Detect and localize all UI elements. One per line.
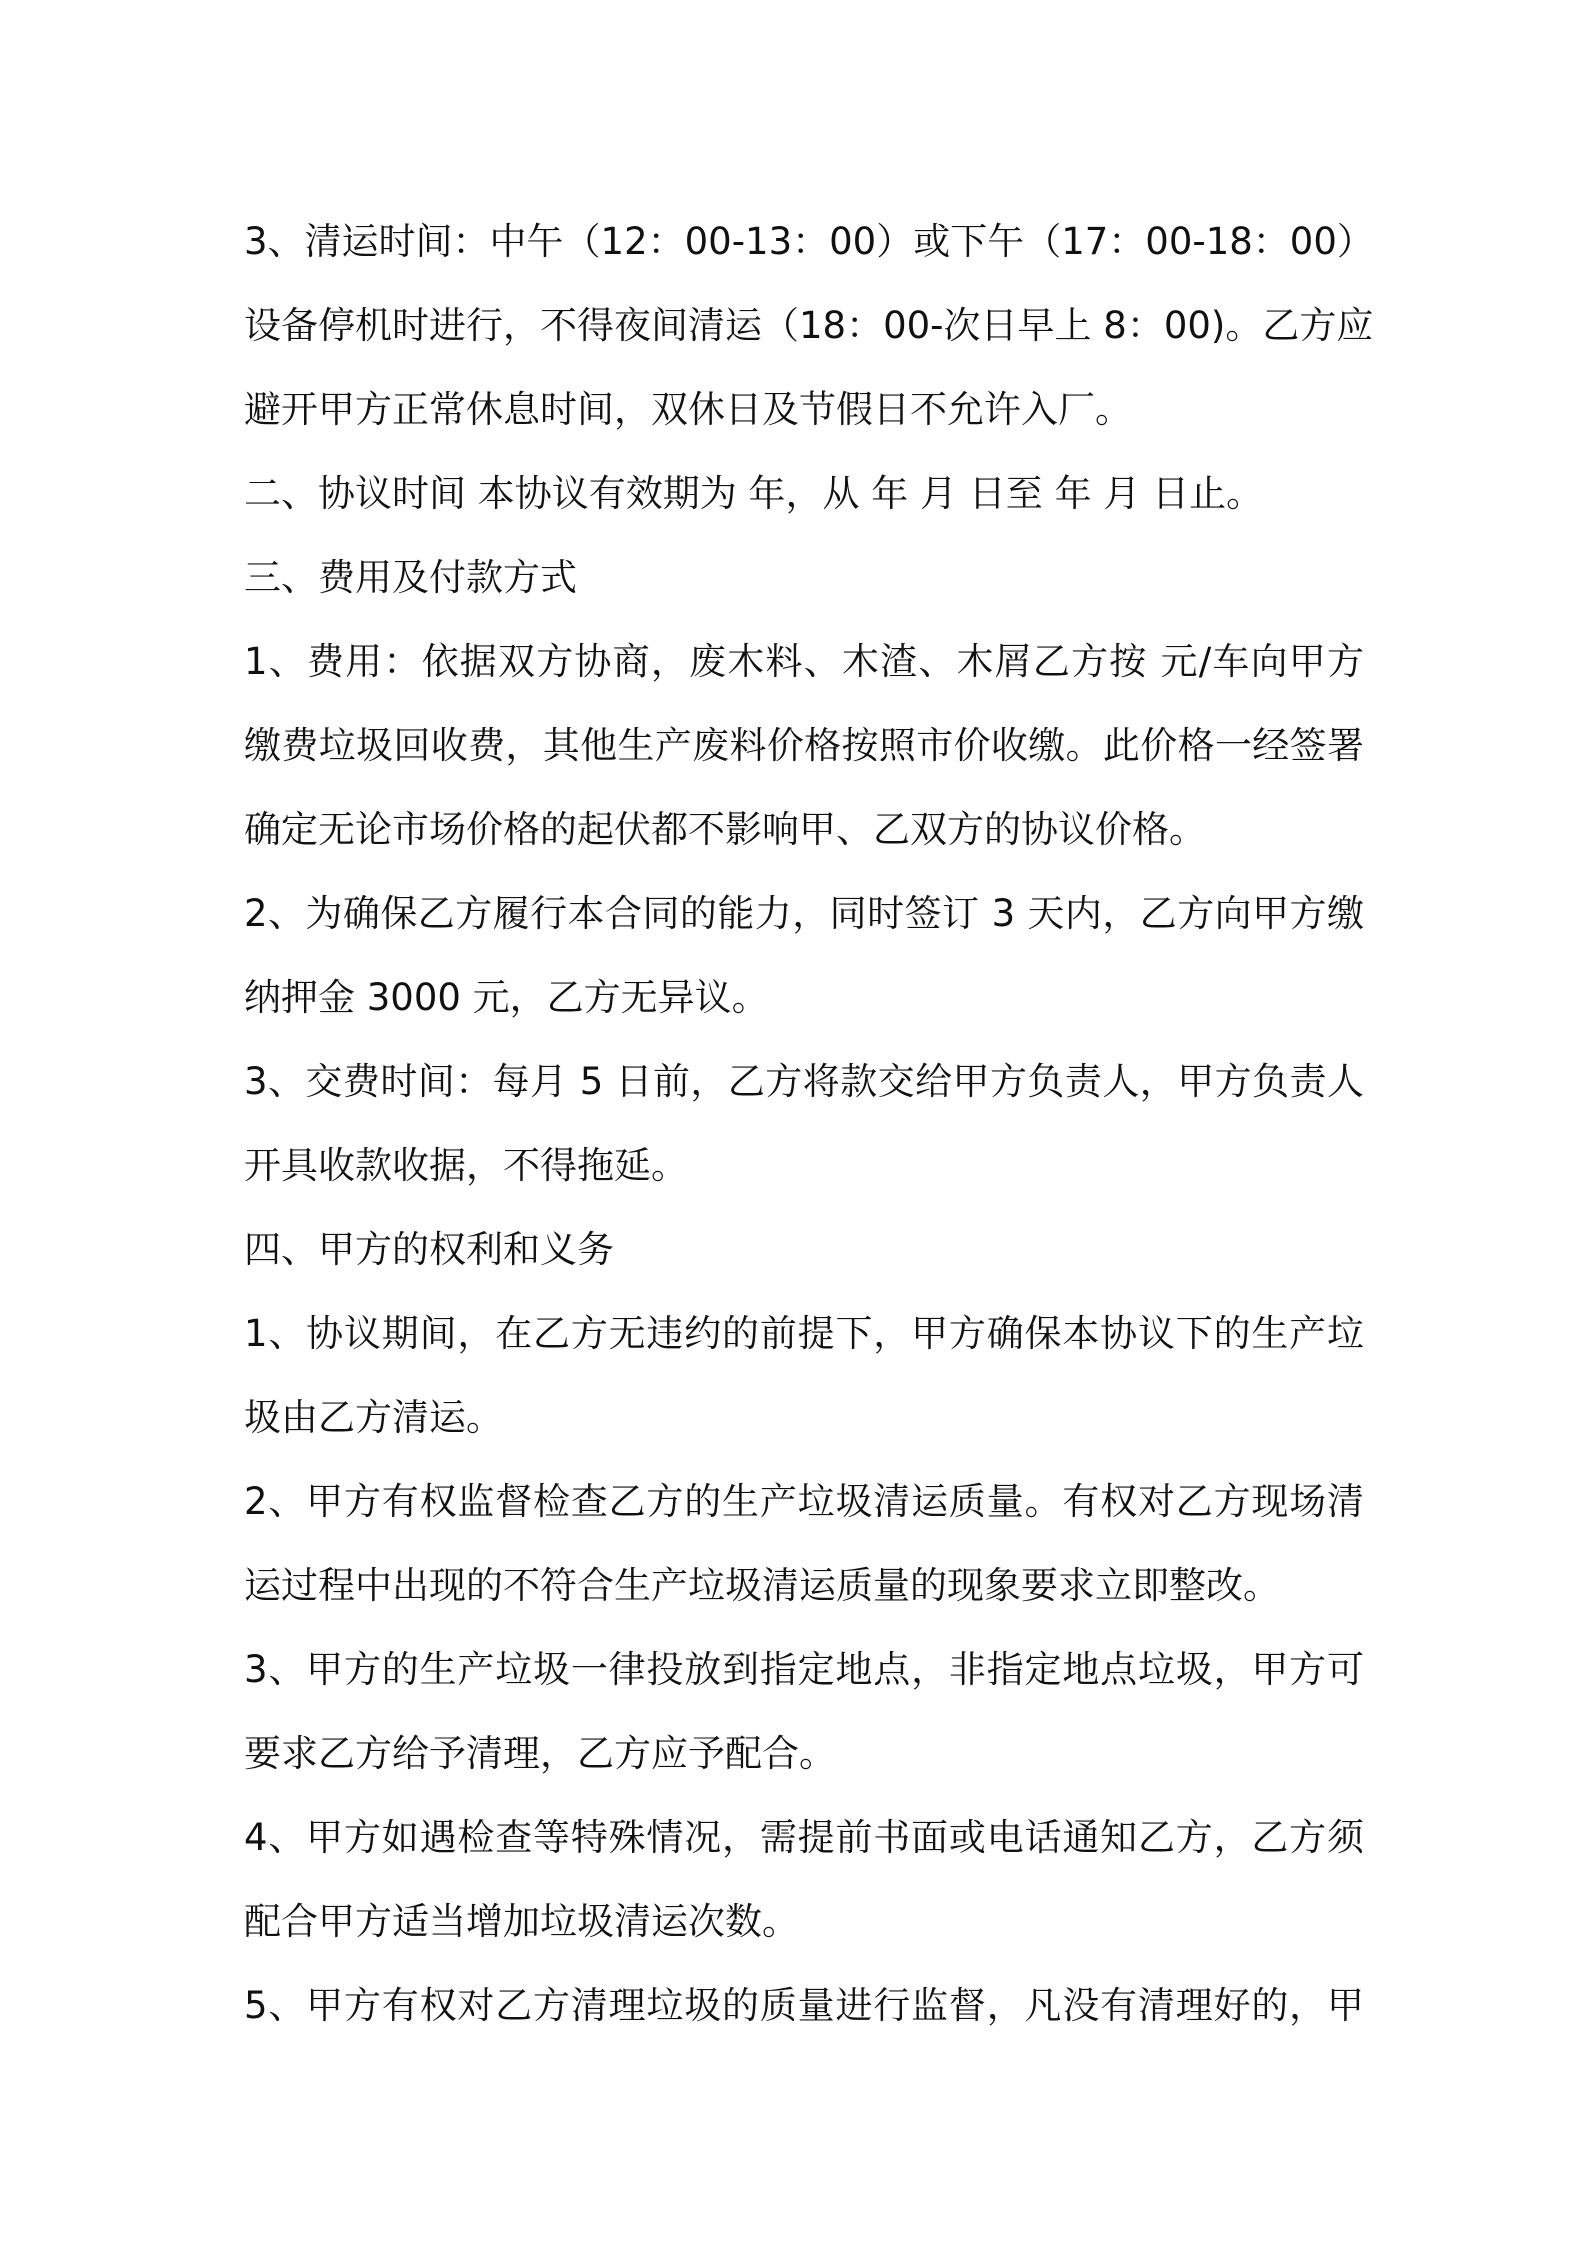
section-heading: 三、费用及付款方式 [244, 556, 577, 599]
text-line: 4、甲方如遇检查等特殊情况，需提前书面或电话通知乙方，乙方须 [244, 1816, 1364, 1859]
text-line: 缴费垃圾回收费，其他生产废料价格按照市价收缴。此价格一经签署 [244, 724, 1364, 767]
text-line: 避开甲方正常休息时间，双休日及节假日不允许入厂。 [244, 388, 1132, 431]
text-line: 2、甲方有权监督检查乙方的生产垃圾清运质量。有权对乙方现场清 [244, 1480, 1364, 1523]
text-line: 5、甲方有权对乙方清理垃圾的质量进行监督，凡没有清理好的，甲 [244, 1984, 1364, 2027]
document-body [244, 200, 1374, 2048]
text-line: 配合甲方适当增加垃圾清运次数。 [244, 1900, 799, 1943]
text-line: 3、交费时间：每月 5 日前，乙方将款交给甲方负责人，甲方负责人 [244, 1060, 1364, 1103]
text-line: 确定无论市场价格的起伏都不影响甲、乙双方的协议价格。 [244, 808, 1206, 851]
text-line: 3、清运时间：中午（12：00-13：00）或下午（17：00-18：00） [244, 220, 1374, 263]
text-line: 1、协议期间，在乙方无违约的前提下，甲方确保本协议下的生产垃 [244, 1312, 1364, 1355]
text-line: 2、为确保乙方履行本合同的能力，同时签订 3 天内，乙方向甲方缴 [244, 892, 1364, 935]
text-line: 3、甲方的生产垃圾一律投放到指定地点，非指定地点垃圾，甲方可 [244, 1648, 1364, 1691]
text-line: 纳押金 3000 元，乙方无异议。 [244, 976, 769, 1019]
text-line: 1、费用：依据双方协商，废木料、木渣、木屑乙方按 元/车向甲方 [244, 640, 1364, 683]
text-line: 圾由乙方清运。 [244, 1396, 503, 1439]
section-heading: 二、协议时间 本协议有效期为 年，从 年 月 日至 年 月 日止。 [244, 472, 1264, 515]
text-line: 开具收款收据，不得拖延。 [244, 1144, 688, 1187]
section-heading: 四、甲方的权利和义务 [244, 1228, 614, 1271]
text-line: 运过程中出现的不符合生产垃圾清运质量的现象要求立即整改。 [244, 1564, 1280, 1607]
text-line: 设备停机时进行，不得夜间清运（18：00-次日早上 8：00)。乙方应 [244, 304, 1374, 347]
text-line: 要求乙方给予清理，乙方应予配合。 [244, 1732, 836, 1775]
